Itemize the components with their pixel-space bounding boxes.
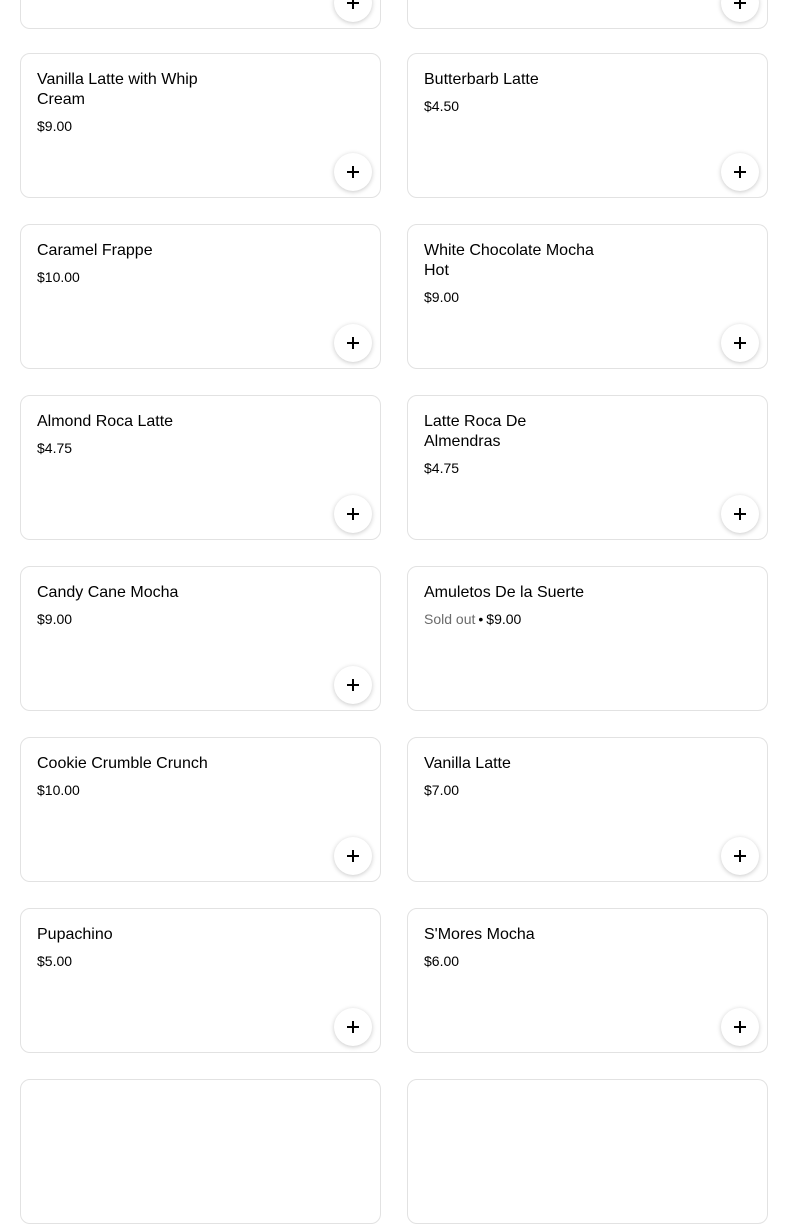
plus-icon — [347, 508, 359, 520]
menu-item-card[interactable] — [407, 224, 768, 369]
add-item-button[interactable] — [721, 153, 759, 191]
menu-item-title: Candy Cane Mocha — [37, 584, 179, 601]
add-item-button[interactable] — [334, 495, 372, 533]
menu-item-price: $10.00 — [37, 782, 80, 798]
menu-item-price: $9.00 — [486, 611, 522, 627]
menu-item-price: $9.00 — [424, 289, 460, 305]
plus-icon — [347, 0, 359, 9]
plus-icon — [734, 850, 746, 862]
plus-icon — [347, 850, 359, 862]
add-item-button[interactable] — [721, 837, 759, 875]
menu-item-price: $7.00 — [424, 782, 460, 798]
menu-item-card-partial[interactable] — [20, 0, 381, 29]
menu-item-card[interactable] — [20, 395, 381, 540]
menu-item-card[interactable] — [407, 908, 768, 1053]
menu-item-card[interactable] — [20, 737, 381, 882]
menu-item-price: $6.00 — [424, 953, 460, 969]
menu-item-title: Latte Roca De Almendras — [424, 413, 527, 450]
menu-item-price: $5.00 — [37, 953, 73, 969]
menu-item-price: $4.75 — [424, 460, 460, 476]
menu-item-price: $9.00 — [37, 118, 73, 134]
plus-icon — [347, 1021, 359, 1033]
add-item-button[interactable] — [334, 153, 372, 191]
add-item-button[interactable] — [721, 0, 759, 22]
menu-item-title: Almond Roca Latte — [37, 413, 174, 430]
plus-icon — [734, 0, 746, 9]
plus-icon — [347, 166, 359, 178]
plus-icon — [347, 679, 359, 691]
menu-item-card[interactable] — [20, 53, 381, 198]
menu-item-title: Butterbarb Latte — [424, 71, 539, 88]
sold-out-label: Sold out — [424, 611, 476, 627]
add-item-button[interactable] — [334, 0, 372, 22]
plus-icon — [734, 508, 746, 520]
plus-icon — [347, 337, 359, 349]
menu-item-card-sold-out[interactable] — [407, 566, 768, 711]
add-item-button[interactable] — [721, 495, 759, 533]
separator-dot: • — [478, 611, 484, 627]
plus-icon — [734, 337, 746, 349]
menu-item-title: S'Mores Mocha — [424, 926, 535, 943]
add-item-button[interactable] — [334, 666, 372, 704]
menu-item-card[interactable] — [20, 224, 381, 369]
add-item-button[interactable] — [334, 324, 372, 362]
menu-item-title: Vanilla Latte — [424, 755, 511, 772]
menu-item-title: Pupachino — [37, 926, 113, 943]
add-item-button[interactable] — [721, 1008, 759, 1046]
menu-item-price: $4.50 — [424, 98, 460, 114]
menu-item-card[interactable] — [407, 53, 768, 198]
menu-item-price: $4.75 — [37, 440, 73, 456]
plus-icon — [734, 166, 746, 178]
add-item-button[interactable] — [334, 1008, 372, 1046]
menu-item-card[interactable] — [20, 566, 381, 711]
menu-item-card-partial[interactable] — [407, 0, 768, 29]
menu-item-price-line — [424, 610, 521, 628]
menu-item-title: White Chocolate Mocha Hot — [424, 242, 594, 279]
menu-item-title: Amuletos De la Suerte — [424, 584, 585, 601]
add-item-button[interactable] — [721, 324, 759, 362]
menu-item-price: $10.00 — [37, 269, 80, 285]
menu-item-card-partial[interactable] — [407, 1079, 768, 1224]
add-item-button[interactable] — [334, 837, 372, 875]
menu-item-card[interactable] — [407, 395, 768, 540]
menu-item-card[interactable] — [407, 737, 768, 882]
menu-item-card[interactable] — [20, 908, 381, 1053]
menu-item-card-partial[interactable] — [20, 1079, 381, 1224]
menu-item-price: $9.00 — [37, 611, 73, 627]
menu-item-title: Vanilla Latte with Whip Cream — [37, 71, 198, 108]
plus-icon — [734, 1021, 746, 1033]
menu-item-title: Cookie Crumble Crunch — [37, 755, 208, 772]
menu-item-title: Caramel Frappe — [37, 242, 153, 259]
